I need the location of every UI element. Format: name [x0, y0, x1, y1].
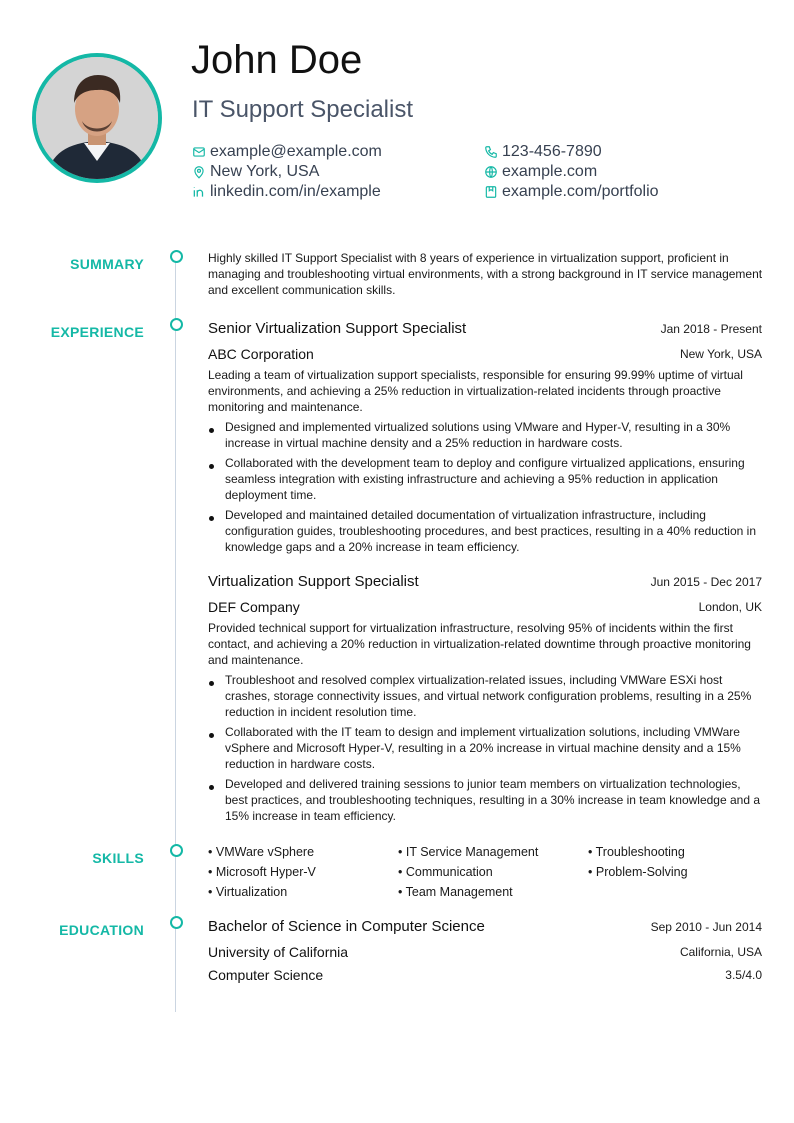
degree-title: Bachelor of Science in Computer Science — [208, 918, 485, 935]
mail-icon — [192, 145, 206, 159]
skill-item: • Virtualization — [208, 885, 288, 899]
location-contact — [192, 162, 319, 182]
job-1-dates: Jan 2018 - Present — [660, 322, 762, 336]
linkedin-contact[interactable] — [192, 182, 381, 202]
portfolio-contact[interactable] — [484, 182, 659, 202]
job-1-description: Leading a team of virtualization support specialists, responsible for ensuring 99.99% uptime of virtual environments, and achieving a 25% reduction in virtualization-related incidents through proactive monitoring and maintenance. — [208, 368, 743, 414]
bookmark-icon — [484, 185, 498, 199]
experience-heading: EXPERIENCE — [50, 324, 144, 340]
job-1-bullets — [208, 419, 764, 559]
list-item: Troubleshoot and resolved complex virtualization-related issues, including VMWare ESXi host crashes, storage connectivity issues, and virtual network configuration problems, resulting in a 25% reduction in incident resolution time. — [208, 672, 764, 720]
list-item: Collaborated with the development team to deploy and configure virtualized applications, ensuring seamless integration with existing infrastructure and achieving a 95% reduction in application deployment time. — [208, 455, 764, 503]
job-1-title: Senior Virtualization Support Specialist — [208, 320, 467, 337]
school-name: University of California — [208, 944, 349, 960]
website-text: example.com — [502, 163, 598, 180]
timeline-dot-experience — [170, 318, 183, 331]
skill-item: • VMWare vSphere — [208, 845, 315, 859]
email-contact[interactable] — [192, 142, 382, 162]
summary-text: Highly skilled IT Support Specialist with 8 years of experience in virtualization support, proficient in managing and troubleshooting virtual environments, with a strong background in IT service management and excellent communication skills. — [208, 251, 763, 297]
phone-contact[interactable] — [484, 142, 602, 162]
phone-icon — [484, 145, 498, 159]
skill-item: • Team Management — [398, 885, 513, 899]
job-1-company: ABC Corporation — [208, 346, 314, 362]
globe-icon — [484, 165, 498, 179]
location-text: New York, USA — [210, 163, 320, 180]
linkedin-text: linkedin.com/in/example — [210, 183, 381, 200]
job-2-dates: Jun 2015 - Dec 2017 — [650, 575, 762, 589]
job-2-title: Virtualization Support Specialist — [208, 573, 419, 590]
skills-heading: SKILLS — [92, 850, 144, 866]
timeline-line — [175, 257, 176, 1012]
summary-heading: SUMMARY — [70, 256, 144, 272]
profile-photo — [32, 53, 162, 183]
job-2-company: DEF Company — [208, 599, 300, 615]
list-item: Collaborated with the IT team to design and implement virtualization solutions, including VMWare vSphere and Microsoft Hyper-V, resulting in a 20% increase in virtual machine density and a 15% reduction in hardware costs. — [208, 724, 764, 772]
map-pin-icon — [192, 165, 206, 179]
skill-item: • Communication — [398, 865, 493, 879]
linkedin-icon — [192, 185, 206, 199]
phone-text: 123-456-7890 — [502, 143, 602, 160]
list-item: Designed and implemented virtualized solutions using VMware and Hyper-V, resulting in a 30% increase in virtual machine density and a 25% reduction in hardware costs. — [208, 419, 764, 451]
timeline-dot-skills — [170, 844, 183, 857]
gpa: 3.5/4.0 — [725, 968, 762, 982]
education-dates: Sep 2010 - Jun 2014 — [650, 920, 762, 934]
list-item: Developed and delivered training sessions to junior team members on virtualization technologies, best practices, and troubleshooting techniques, resulting in a 30% increase in team knowledge and a 15% increase in team efficiency. — [208, 776, 764, 824]
job-2-bullets — [208, 672, 764, 828]
website-contact[interactable] — [484, 162, 597, 182]
school-location: California, USA — [679, 945, 762, 959]
candidate-name: John Doe — [191, 38, 363, 82]
skill-item: • Troubleshooting — [588, 845, 685, 859]
job-2-location: London, UK — [698, 600, 762, 614]
timeline-dot-summary — [170, 250, 183, 263]
education-heading: EDUCATION — [59, 922, 144, 938]
person-photo-icon — [36, 57, 158, 179]
field-of-study: Computer Science — [208, 967, 324, 983]
list-item: Developed and maintained detailed documentation of virtualization infrastructure, including configuration guides, troubleshooting procedures, and best practices, resulting in a 40% reduction in knowledge gaps and a 20% increase in team efficiency. — [208, 507, 764, 555]
job-1-location: New York, USA — [679, 347, 762, 361]
skill-item: • Problem-Solving — [588, 865, 688, 879]
job-2-description: Provided technical support for virtualization infrastructure, resolving 95% of incidents within the first contact, and achieving a 20% reduction in virtualization-related downtime through proactive monitoring and maintenance. — [208, 621, 751, 667]
skill-item: • IT Service Management — [398, 845, 539, 859]
skill-item: • Microsoft Hyper-V — [208, 865, 316, 879]
email-text: example@example.com — [210, 143, 382, 160]
timeline-dot-education — [170, 916, 183, 929]
job-title: IT Support Specialist — [192, 96, 414, 123]
portfolio-text: example.com/portfolio — [502, 183, 659, 200]
